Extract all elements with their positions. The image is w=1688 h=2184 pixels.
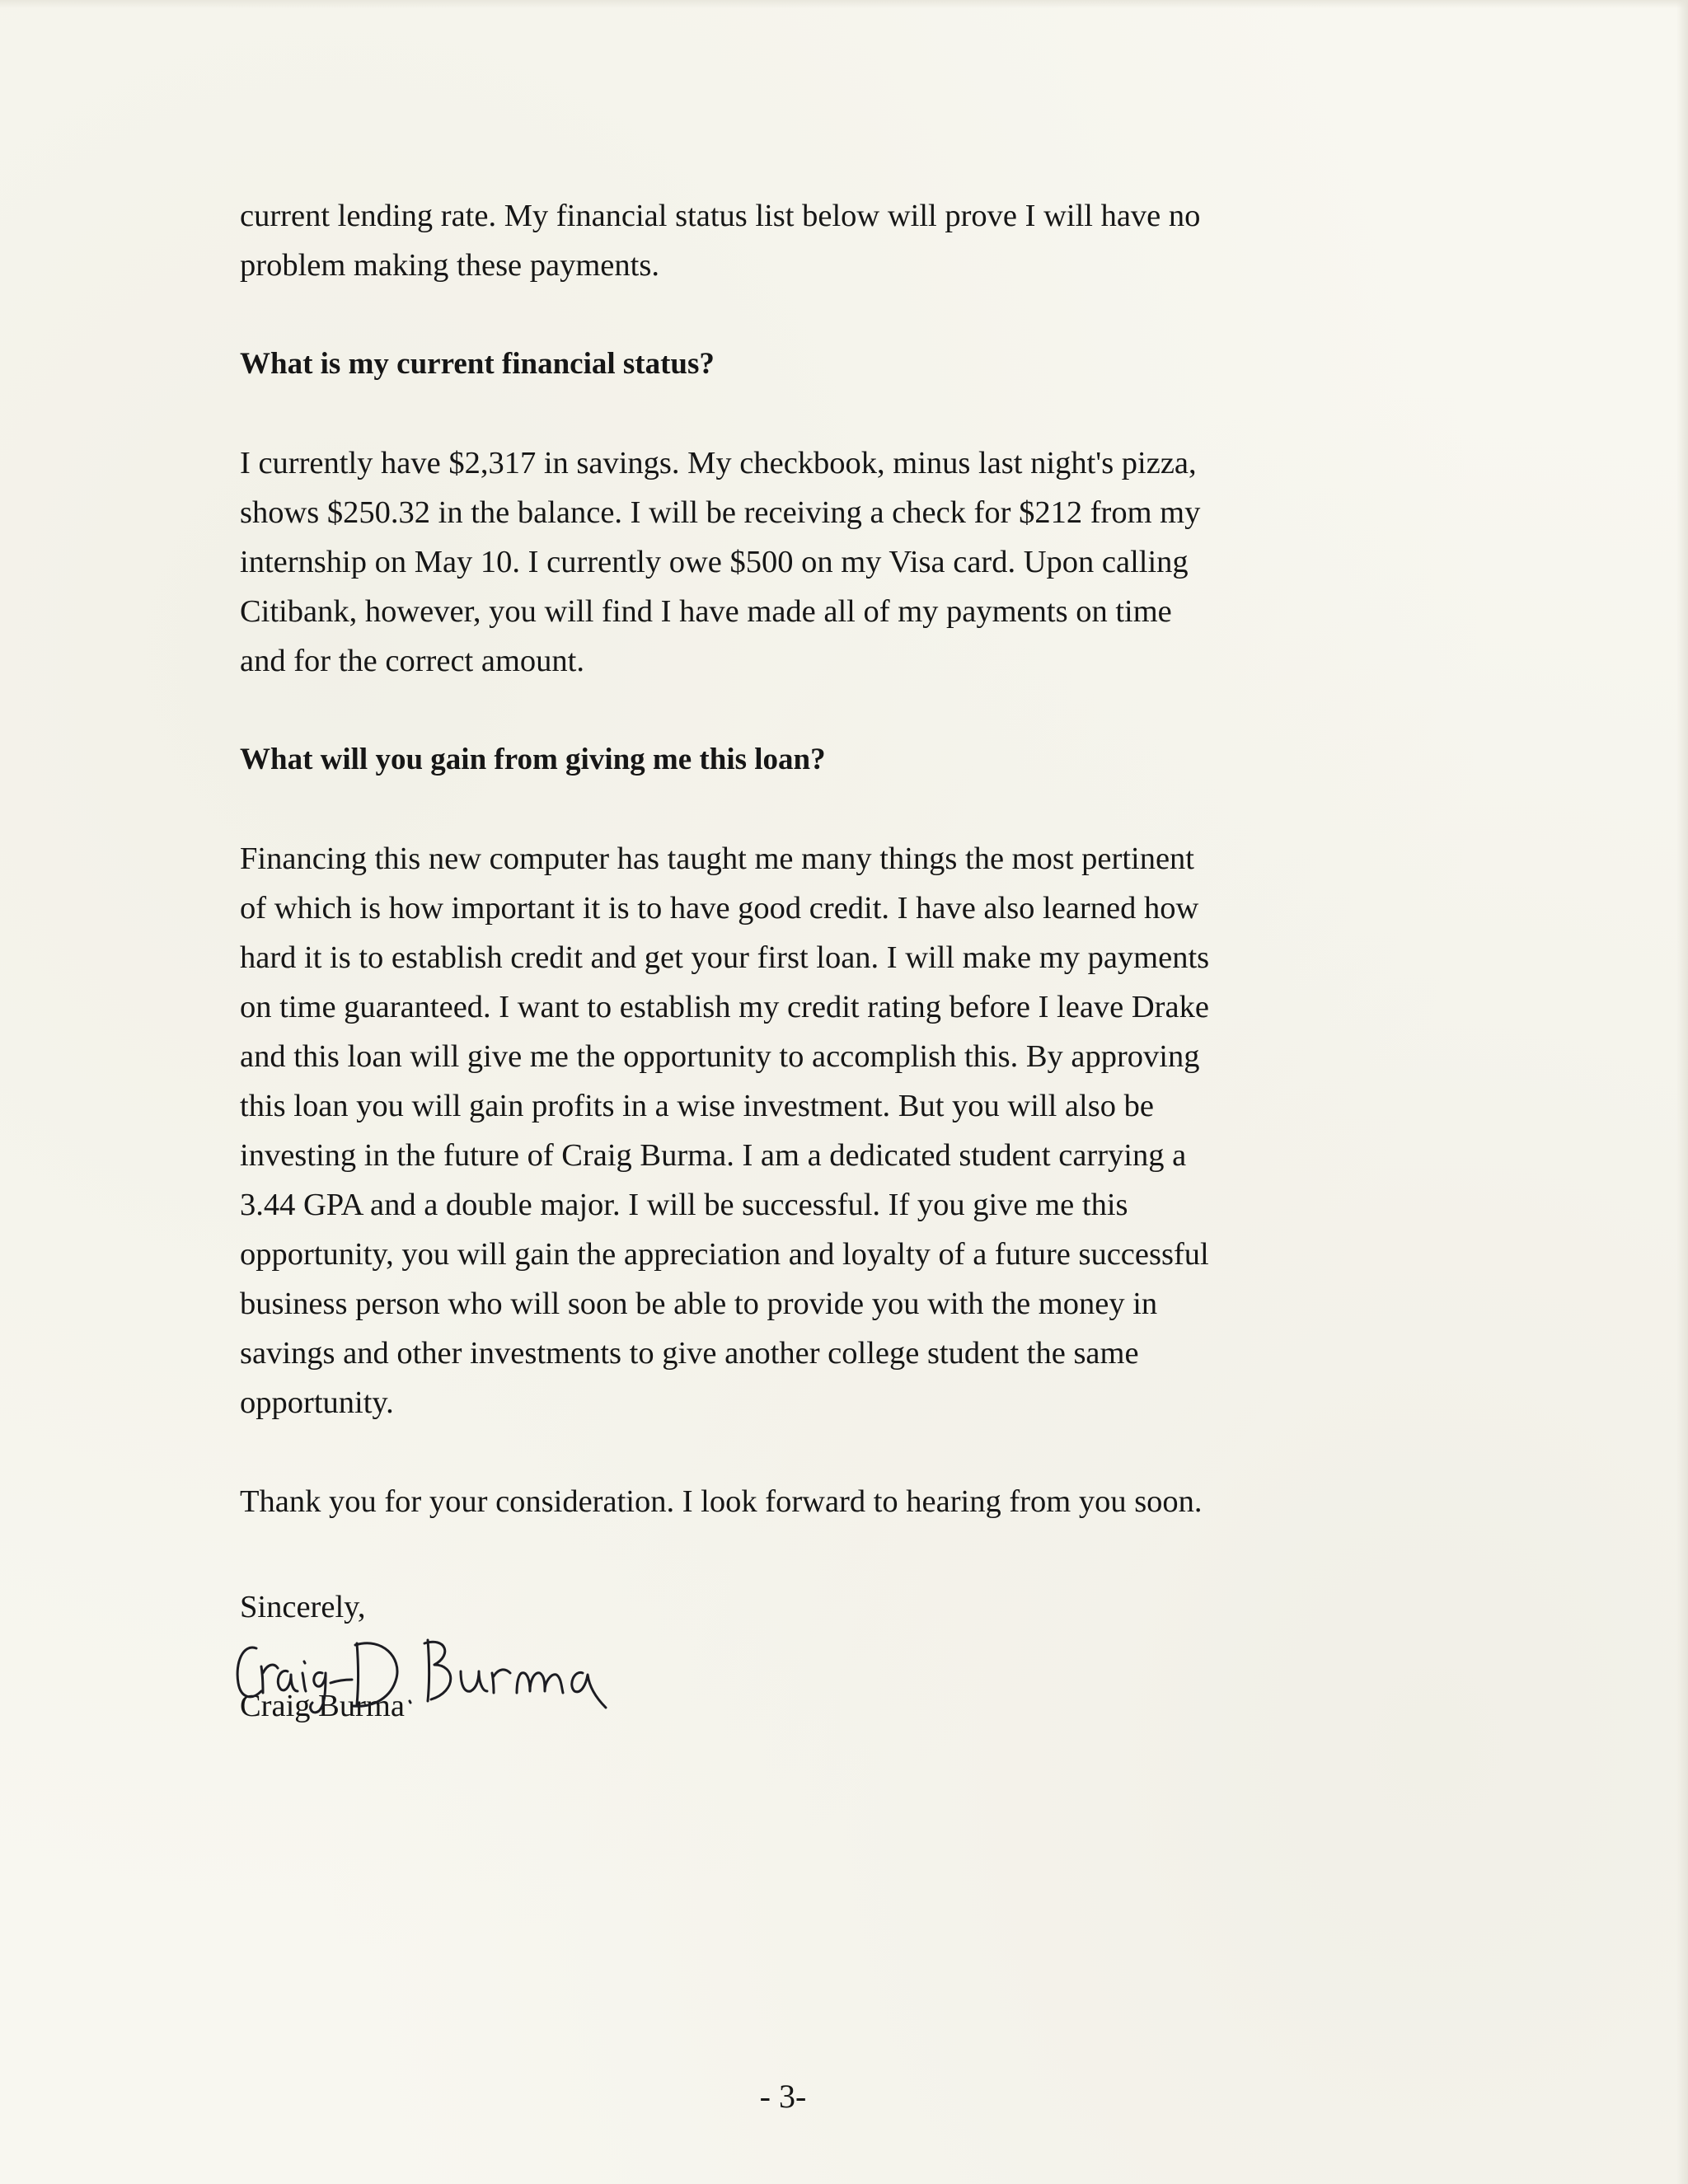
paragraph-thank-you: Thank you for your consideration. I look forward to hearing from you soon. (240, 1484, 1203, 1519)
paragraph-what-you-gain: Financing this new computer has taught me many things the most pertinent of which is how important it is to have good credit. I have also learned how hard it is to establish credit and get your first loan. I will make my payments on time guaranteed. I want to establish my credit rating before I leave Drake and this loan will give me the opportunity to accomplish this. By approving this loan you will gain profits in a wise investment. But you will also be investing in the future of Craig Burma. I am a dedicated student carrying a 3.44 GPA and a double major. I will be successful. If you give me this opportunity, you will gain the appreciation and loyalty of a future successful business person who will soon be able to provide you with the money in savings and other investments to give another college student the same opportunity. (240, 841, 1210, 1420)
closing-salutation: Sincerely, (240, 1590, 366, 1624)
page-top-edge (0, 0, 1688, 8)
page-right-edge (1676, 0, 1688, 2184)
signer-name: Craig Burma (240, 1689, 405, 1723)
handwritten-signature (233, 1625, 629, 1724)
letter-body (240, 191, 1443, 1576)
heading-what-you-gain: What will you gain from giving me this loan? (240, 743, 826, 776)
heading-financial-status: What is my current financial status? (240, 347, 715, 381)
page-number: - 3- (759, 2078, 807, 2115)
paragraph-financial-status: I currently have $2,317 in savings. My checkbook, minus last night's pizza, shows $250.32 in the balance. I will be receiving a check for $212 from my internship on May 10. I currently owe $500 on my Visa card. Upon calling Citibank, however, you will find I have made all of my payments on time and for the correct amount. (240, 446, 1201, 678)
paragraph-lending-rate: current lending rate. My financial status list below will prove I will have no problem making these payments. (240, 199, 1201, 283)
